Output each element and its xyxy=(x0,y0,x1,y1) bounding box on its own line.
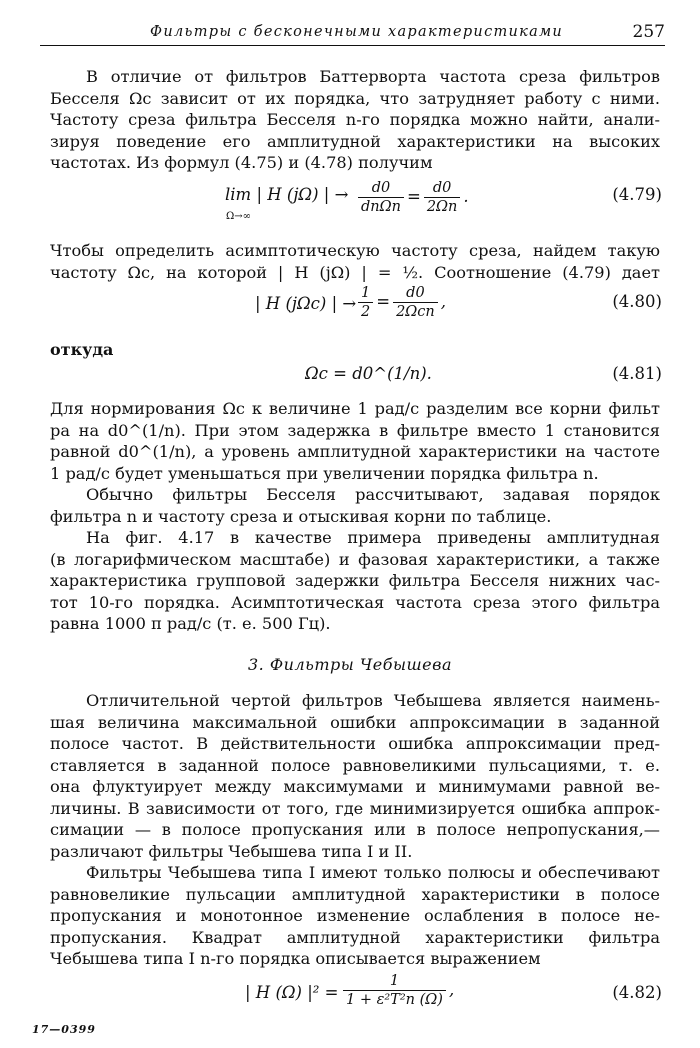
paragraph-chebyshev-type1 xyxy=(50,862,660,970)
signature-mark: 17—0399 xyxy=(32,1023,96,1036)
equation-4-82 xyxy=(50,973,662,1014)
text-line: В отличие от фильтров Баттерворта частота среза фильтров xyxy=(86,67,660,86)
text-line: полосе частот. В действительности ошибка аппроксимации пред- xyxy=(50,734,660,753)
paragraph-bessel-cutoff xyxy=(50,66,660,174)
text-line: личины. В зависимости от того, где минимизируется ошибка аппрок- xyxy=(50,798,660,818)
eq479-fractions: $\frac{d0}{\text{dnΩn}}$ = $\frac{d0}{2\Omega n}$ . xyxy=(355,179,469,216)
text-line: симации — в полосе пропускания или в полосе непропускания,— xyxy=(50,820,660,839)
text-line: ра на d0^(1/n). При этом задержка в фильтре вместо 1 становится xyxy=(50,420,660,440)
word-otkuda: откуда xyxy=(50,340,114,359)
text-line: характеристика групповой задержки фильтра Бесселя нижних час- xyxy=(50,571,660,590)
eq482-fraction: $\frac{1}{\text{1 + ε²T²n (Ω)}}$ , xyxy=(340,972,454,1009)
text-line: Чтобы определить асимптотическую частоту среза, найдем такую xyxy=(50,241,660,260)
eq479-lim-sub: Ω→∞ xyxy=(226,211,251,222)
text-line: пропускания и монотонное изменение ослабления в полосе не- xyxy=(50,906,660,925)
paragraph-example xyxy=(50,527,660,635)
eq480-lhs: | H (jΩc) | → xyxy=(255,294,357,313)
paragraph-asymptotic-cutoff xyxy=(50,240,660,283)
text-line: фильтра n и частоту среза и отыскивая корни по таблице. xyxy=(50,506,552,526)
paragraph-normalization xyxy=(50,398,660,484)
section-title: 3. Фильтры Чебышева xyxy=(248,655,452,674)
fraction: $\frac{d0}{2\Omega n}$ xyxy=(424,179,461,216)
text-line: Отличительной чертой фильтров Чебышева является наимень- xyxy=(86,691,660,710)
fraction: $\frac{1}{2}$ xyxy=(358,284,373,321)
page-number: 257 xyxy=(632,22,665,42)
text-line: равновеликие пульсации амплитудной характеристики в полосе xyxy=(50,884,660,904)
paragraph-chebyshev-intro xyxy=(50,690,660,862)
equation-number: (4.79) xyxy=(612,185,662,204)
text-line: Обычно фильтры Бесселя рассчитывают, задавая порядок xyxy=(86,485,660,504)
text-line: Для нормирования Ωc к величине 1 рад/с разделим все корни фильт xyxy=(50,399,660,418)
text-line: ставляется в заданной полосе равновеликими пульсациями, т. е. xyxy=(50,755,660,775)
text-line: Бесселя Ωc зависит от их порядка, что затрудняет работу с ними. xyxy=(50,88,660,108)
paragraph-usual-design xyxy=(50,484,660,527)
equation-4-81 xyxy=(50,364,662,390)
text-line: различают фильтры Чебышева типа I и II. xyxy=(50,841,413,861)
text-line: На фиг. 4.17 в качестве примера приведены амплитудная xyxy=(86,528,660,547)
equation-number: (4.80) xyxy=(612,292,662,311)
text-line: частотах. Из формул (4.75) и (4.78) получим xyxy=(50,153,433,172)
eq482-lhs: | H (Ω) |² = xyxy=(245,983,339,1002)
page-header xyxy=(40,20,665,46)
text-line: частоту Ωc, на которой | H (jΩ) | = ½. Соотношение (4.79) дает xyxy=(50,262,660,282)
text-line: равна 1000 π рад/с (т. е. 500 Гц). xyxy=(50,614,331,633)
text-line: Чебышева типа I n-го порядка описывается выражением xyxy=(50,949,541,968)
text-line: пропускания. Квадрат амплитудной характеристики фильтра xyxy=(50,927,660,947)
equation-number: (4.82) xyxy=(612,983,662,1002)
text-line: Фильтры Чебышева типа I имеют только полюсы и обеспечивают xyxy=(86,863,660,882)
eq481-expr: Ωc = d0^(1/n). xyxy=(305,364,432,383)
text-line: Частоту среза фильтра Бесселя n-го порядка можно найти, анали- xyxy=(50,110,660,129)
equation-4-79 xyxy=(50,180,662,235)
equation-4-80 xyxy=(50,285,662,334)
fraction: $\frac{1}{\text{1 + ε²T²n (Ω)}}$ xyxy=(343,972,446,1009)
text-line: 1 рад/с будет уменьшаться при увеличении порядка фильтра n. xyxy=(50,463,599,483)
text-line: она флуктуирует между максимумами и минимумами равной ве- xyxy=(50,777,660,796)
text-line: равной d0^(1/n), а уровень амплитудной характеристики на частоте xyxy=(50,442,660,461)
fraction: $\frac{d0}{\text{2Ωcn}}$ xyxy=(393,284,438,321)
running-title: Фильтры с бесконечными характеристиками xyxy=(150,24,564,40)
text-line: шая величина максимальной ошибки аппроксимации в заданной xyxy=(50,712,660,732)
text-line: зируя поведение его амплитудной характеристики на высоких xyxy=(50,131,660,151)
eq480-fractions: $\frac{1}{2}$ = $\frac{d0}{\text{2Ωcn}}$ , xyxy=(355,284,446,321)
text-line: (в логарифмическом масштабе) и фазовая характеристики, а также xyxy=(50,549,660,569)
eq479-lhs: lim | H (jΩ) | → xyxy=(225,185,349,204)
header-rule xyxy=(40,45,665,46)
text-line: тот 10-го порядка. Асимптотическая частота среза этого фильтра xyxy=(50,592,660,612)
fraction: $\frac{d0}{\text{dnΩn}}$ xyxy=(358,179,404,216)
equation-number: (4.81) xyxy=(612,364,662,383)
